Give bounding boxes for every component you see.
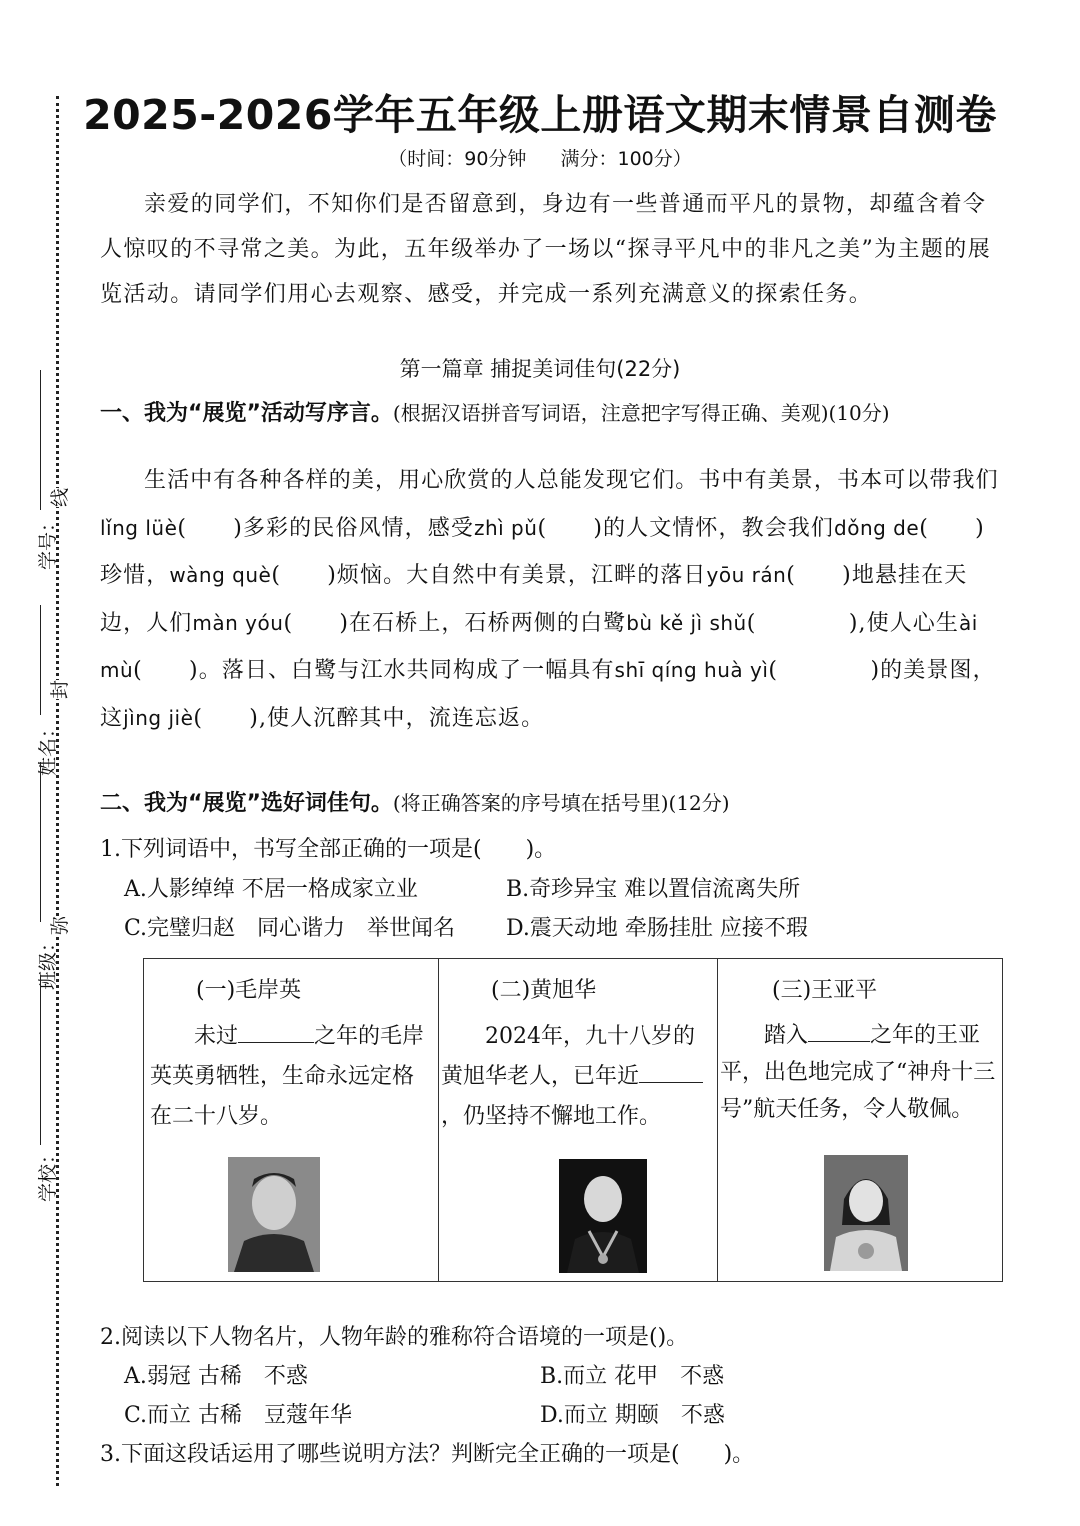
person-cards-table: [143, 958, 1003, 1282]
card-text: [150, 1017, 432, 1137]
answer-blank[interactable]: ( )珍惜，: [100, 515, 985, 588]
exam-score: 满分：100分）: [560, 148, 692, 170]
q1-option-c[interactable]: C.完璧归赵 同心谐力 举世闻名: [124, 916, 456, 941]
answer-underline[interactable]: [238, 1021, 314, 1043]
portrait-photo: [824, 1155, 908, 1271]
q1-option-b[interactable]: B.奇珍异宝 难以置信流离失所: [506, 877, 801, 902]
pinyin-prompt: zhì pǔ: [473, 515, 538, 540]
card-text: [720, 1017, 1002, 1128]
section2-title: 二、我为“展览”选好词佳句。: [100, 791, 393, 816]
card-text-pre: 踏入: [764, 1023, 809, 1048]
card-text-post: 之年的王亚平，出色地完成了“神舟十三号”航天任务，令人敬佩。: [720, 1023, 996, 1122]
card-text-pre: 未过: [194, 1024, 239, 1049]
answer-blank[interactable]: ( )多彩的民俗风情，感受: [177, 515, 474, 541]
intro-paragraph: 亲爱的同学们，不知你们是否留意到，身边有一些普通而平凡的景物，却蕴含着令人惊叹的不寻常之美。为此，五年级举办了一场以“探寻平凡中的非凡之美”为主题的展览活动。请同学们用心去观察、感受，并完成一系列充满意义的探索任务。: [100, 192, 992, 307]
card-text-post: ，仍坚持不懈地工作。: [441, 1104, 662, 1129]
cut-mark-seal: 封: [45, 680, 72, 699]
exam-time: （时间：90分钟: [388, 148, 527, 170]
question3-stem: 3.下面这段话运用了哪些说明方法？判断完全正确的一项是( )。: [100, 1442, 755, 1467]
q2-option-a[interactable]: A.弱冠 古稀 不惑: [124, 1364, 308, 1389]
section1-note: (根据汉语拼音写词语，注意把字写得正确、美观)(10分): [392, 401, 890, 425]
pinyin-paragraph: [100, 458, 1000, 742]
q2-option-c[interactable]: C.而立 古稀 豆蔻年华: [124, 1403, 353, 1428]
portrait-photo: [228, 1157, 320, 1272]
pinyin-prompt: shī qíng huà yì: [614, 658, 769, 682]
card-title: (一)毛岸英: [196, 978, 302, 1003]
person-card: [144, 959, 438, 1281]
q1-option-a[interactable]: A.人影绰绰 不居一格成家立业: [124, 877, 418, 902]
answer-blank[interactable]: ( ),使人沉醉其中，流连忘返。: [193, 705, 545, 731]
card-text: [441, 1017, 713, 1137]
pinyin-prompt: dǒng de: [834, 515, 920, 540]
student-id-label: 学号：: [37, 512, 60, 571]
answer-blank[interactable]: ( )在石桥上，石桥两侧的白鹭: [283, 610, 627, 636]
chapter-heading: 第一篇章 捕捉美词佳句(22分): [399, 357, 681, 381]
exam-title: 2025-2026学年五年级上册语文期末情景自测卷: [83, 91, 997, 139]
card-text-pre: 2024年，九十八岁的黄旭华老人，已年近: [441, 1024, 695, 1089]
pinyin-prompt: jìng jiè: [123, 705, 194, 730]
answer-underline[interactable]: [808, 1020, 870, 1042]
name-line: [40, 605, 41, 715]
section1-title: 一、我为“展览”活动写序言。: [100, 401, 393, 426]
answer-blank[interactable]: ( )。落日、白鹭与江水共同构成了一幅具有: [133, 658, 615, 683]
person-card: [438, 959, 717, 1281]
q2-option-d[interactable]: D.而立 期颐 不惑: [540, 1403, 725, 1428]
question2-stem: 2.阅读以下人物名片，人物年龄的雅称符合语境的一项是()。: [100, 1325, 689, 1350]
question1-stem: 1.下列词语中，书写全部正确的一项是( )。: [100, 837, 557, 862]
answer-underline[interactable]: [639, 1061, 703, 1083]
pinyin-prompt: wàng què: [169, 563, 272, 587]
student-id-line: [40, 370, 41, 510]
name-label: 姓名：: [37, 718, 60, 777]
q1-option-d[interactable]: D.震天动地 牵肠挂肚 应接不瑕: [506, 916, 808, 941]
school-line: [40, 975, 41, 1145]
pinyin-prompt: màn yóu: [192, 610, 284, 635]
q2-option-b[interactable]: B.而立 花甲 不惑: [540, 1364, 725, 1389]
answer-blank[interactable]: ( )的人文情怀，教会我们: [537, 515, 835, 541]
pinyin-prompt: lǐng lüè: [100, 515, 178, 540]
card-title: (三)王亚平: [772, 978, 878, 1003]
answer-blank[interactable]: ( )地悬挂在天边，人们: [100, 563, 968, 636]
class-line: [40, 762, 41, 922]
binding-dotted-line: [56, 96, 59, 1486]
pinyin-prompt: yōu rán: [706, 563, 787, 587]
exam-subtitle: [0, 144, 1080, 171]
portrait-photo: [559, 1159, 647, 1273]
person-card: [717, 959, 1004, 1281]
answer-blank[interactable]: ( )的美景图，这: [100, 658, 996, 731]
cut-mark-seal2: 弥: [45, 916, 72, 935]
section2-heading: [100, 786, 1020, 817]
pinyin-text: 生活中有各种各样的美，用心欣赏的人总能发现它们。书中有美景，书本可以带我们: [144, 468, 999, 493]
card-text-post: 之年的毛岸英英勇牺牲，生命永远定格在二十八岁。: [150, 1024, 425, 1129]
answer-blank[interactable]: ( ),使人心生: [746, 610, 959, 636]
cut-mark-line: 线: [45, 488, 72, 507]
school-label: 学校：: [37, 1144, 60, 1203]
class-label: 班级：: [37, 932, 60, 991]
pinyin-prompt: bù kě jì shǔ: [626, 610, 747, 635]
card-title: (二)黄旭华: [491, 978, 597, 1003]
section2-note: (将正确答案的序号填在括号里)(12分): [392, 791, 730, 815]
section1-heading: [100, 392, 1020, 435]
answer-blank[interactable]: ( )烦恼。大自然中有美景，江畔的落日: [271, 563, 707, 588]
pinyin-prompt: ài mù: [100, 610, 978, 682]
